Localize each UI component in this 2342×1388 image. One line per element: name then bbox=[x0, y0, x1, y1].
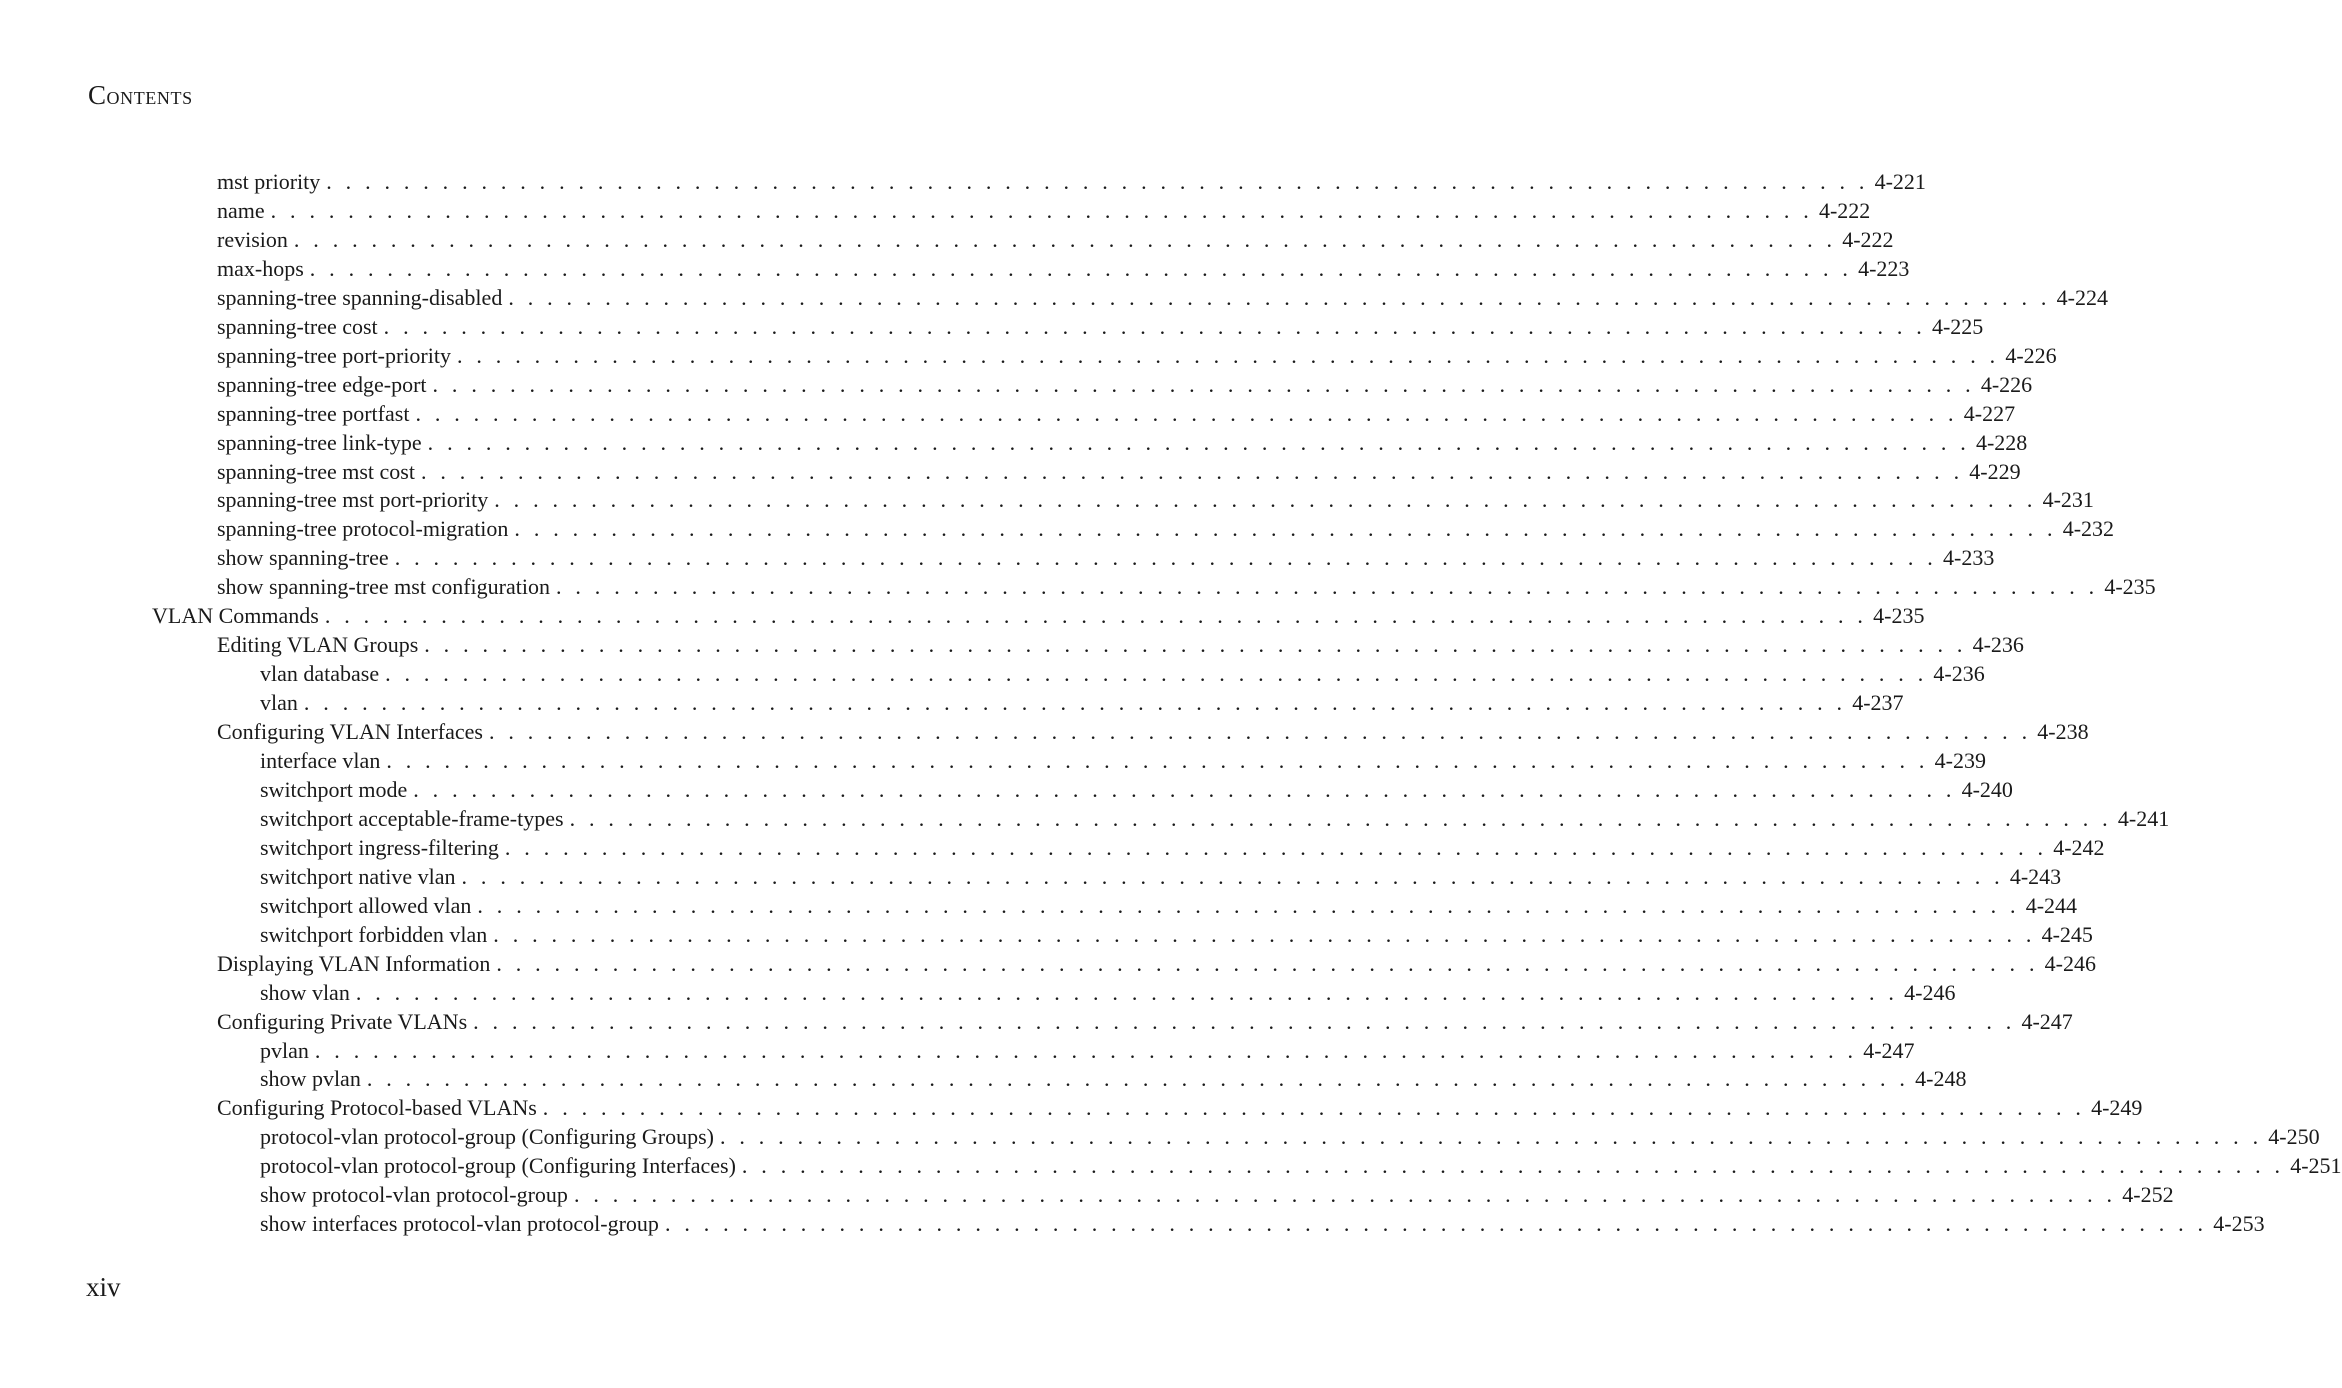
toc-entry-page: 4-238 bbox=[2037, 719, 2089, 745]
toc-entry-page: 4-247 bbox=[1863, 1037, 1915, 1063]
toc-entry[interactable] bbox=[0, 920, 2093, 949]
toc-entry-title: show vlan bbox=[260, 979, 350, 1005]
toc-entry-title: revision bbox=[217, 226, 288, 252]
dot-leader: . . . . . . . . . . . . . . . . . . . . . . . . . . . . . . . . . . . . . . . . . . . . . . . . . . . . . . . . . . . . . . . . . . . . . . . . . . . . . . . . bbox=[504, 834, 2048, 860]
toc-entry-title: show spanning-tree mst configuration bbox=[217, 574, 550, 600]
toc-entry-line bbox=[260, 688, 1904, 717]
toc-entry-title: spanning-tree portfast bbox=[217, 400, 410, 426]
dot-leader: . . . . . . . . . . . . . . . . . . . . . . . . . . . . . . . . . . . . . . . . . . . . . . . . . . . . . . . . . . . . . . . . . . . . . . . . . . . . . . . . bbox=[494, 487, 2037, 513]
toc-entry-page: 4-233 bbox=[1943, 545, 1995, 571]
toc-entry-title: spanning-tree protocol-migration bbox=[217, 516, 509, 542]
toc-entry-line bbox=[152, 601, 1925, 630]
toc-entry-page: 4-236 bbox=[1933, 661, 1985, 687]
toc-entry[interactable] bbox=[0, 949, 2096, 978]
toc-entry-line bbox=[260, 920, 2093, 949]
dot-leader: . . . . . . . . . . . . . . . . . . . . . . . . . . . . . . . . . . . . . . . . . . . . . . . . . . . . . . . . . . . . . . . . . . . . . . . . . . . . . . . . bbox=[326, 169, 1869, 194]
dot-leader: . . . . . . . . . . . . . . . . . . . . . . . . . . . . . . . . . . . . . . . . . . . . . . . . . . . . . . . . . . . . . . . . . . . . . . . . . . . . . . . . bbox=[473, 1008, 2016, 1034]
dot-leader: . . . . . . . . . . . . . . . . . . . . . . . . . . . . . . . . . . . . . . . . . . . . . . . . . . . . . . . . . . . . . . . . . . . . . . . . . . . . . . . . bbox=[303, 690, 1847, 716]
toc-entry-title: Configuring Protocol-based VLANs bbox=[217, 1095, 537, 1121]
toc-entry[interactable] bbox=[0, 833, 2105, 862]
toc-entry[interactable] bbox=[0, 196, 1871, 225]
toc-entry[interactable] bbox=[0, 659, 1985, 688]
dot-leader: . . . . . . . . . . . . . . . . . . . . . . . . . . . . . . . . . . . . . . . . . . . . . . . . . . . . . . . . . . . . . . . . . . . . . . . . . . . . . . . . bbox=[413, 776, 1956, 802]
toc-entry-line bbox=[260, 891, 2078, 920]
toc-entry-line bbox=[217, 167, 1926, 196]
toc-entry[interactable] bbox=[0, 341, 2057, 370]
toc-entry[interactable] bbox=[0, 370, 2033, 399]
dot-leader: . . . . . . . . . . . . . . . . . . . . . . . . . . . . . . . . . . . . . . . . . . . . . . . . . . . . . . . . . . . . . . . . . . . . . . . . . . . . . . . . bbox=[741, 1153, 2285, 1179]
toc-entry-line bbox=[217, 572, 2156, 601]
toc-entry-title: Configuring Private VLANs bbox=[217, 1008, 468, 1034]
toc-entry[interactable] bbox=[0, 254, 1910, 283]
toc-entry-title: Displaying VLAN Information bbox=[217, 950, 491, 976]
toc-entry-title: mst priority bbox=[217, 169, 321, 194]
toc-entry-page: 4-253 bbox=[2213, 1211, 2265, 1237]
toc-entry-line bbox=[217, 254, 1910, 283]
toc-entry-line bbox=[260, 659, 1985, 688]
toc-entry[interactable] bbox=[0, 688, 1904, 717]
toc-entry-page: 4-246 bbox=[1904, 979, 1956, 1005]
toc-entry-title: show interfaces protocol-vlan protocol-group bbox=[260, 1211, 659, 1237]
toc-entry-line bbox=[217, 514, 2115, 543]
toc-entry[interactable] bbox=[0, 1036, 1915, 1065]
toc-entry-line bbox=[260, 1064, 1967, 1093]
toc-entry-page: 4-251 bbox=[2290, 1153, 2342, 1179]
toc-entry-line bbox=[260, 833, 2105, 862]
toc-entry-page: 4-226 bbox=[1980, 371, 2033, 397]
toc-entry-title: show protocol-vlan protocol-group bbox=[260, 1182, 568, 1208]
toc-entry-title: vlan bbox=[260, 690, 298, 716]
dot-leader: . . . . . . . . . . . . . . . . . . . . . . . . . . . . . . . . . . . . . . . . . . . . . . . . . . . . . . . . . . . . . . . . . . . . . . . . . . . . . . . . bbox=[573, 1182, 2117, 1208]
toc-entry-title: max-hops bbox=[217, 255, 304, 281]
toc-entry-title: Editing VLAN Groups bbox=[217, 632, 419, 658]
toc-entry-title: switchport acceptable-frame-types bbox=[260, 805, 564, 831]
toc-entry-page: 4-224 bbox=[2056, 284, 2108, 310]
toc-entry[interactable] bbox=[0, 1180, 2174, 1209]
toc-entry-line bbox=[217, 949, 2096, 978]
toc-entry-page: 4-239 bbox=[1934, 748, 1986, 773]
dot-leader: . . . . . . . . . . . . . . . . . . . . . . . . . . . . . . . . . . . . . . . . . . . . . . . . . . . . . . . . . . . . . . . . . . . . . . . . . . . . . . . . bbox=[542, 1095, 2086, 1121]
toc-entry-page: 4-244 bbox=[2025, 892, 2078, 918]
toc-entry-line bbox=[217, 543, 1995, 572]
toc-entry[interactable] bbox=[0, 1209, 2265, 1238]
toc-entry-title: vlan database bbox=[260, 661, 380, 687]
toc-entry-page: 4-243 bbox=[2009, 863, 2062, 889]
toc-entry-page: 4-235 bbox=[1873, 603, 1925, 629]
toc-entry-title: name bbox=[217, 197, 265, 223]
dot-leader: . . . . . . . . . . . . . . . . . . . . . . . . . . . . . . . . . . . . . . . . . . . . . . . . . . . . . . . . . . . . . . . . . . . . . . . . . . . . . . . . bbox=[314, 1037, 1858, 1063]
toc-entry[interactable] bbox=[0, 978, 1956, 1007]
toc-entry-page: 4-249 bbox=[2091, 1095, 2143, 1121]
toc-entry-page: 4-228 bbox=[1975, 429, 2028, 455]
dot-leader: . . . . . . . . . . . . . . . . . . . . . . . . . . . . . . . . . . . . . . . . . . . . . . . . . . . . . . . . . . . . . . . . . . . . . . . . . . . . . . . . bbox=[386, 748, 1929, 773]
toc-entry-line bbox=[260, 862, 2062, 891]
toc-entry-title: VLAN Commands bbox=[152, 603, 319, 629]
toc-entry-line bbox=[260, 1036, 1915, 1065]
toc-entry-title: Configuring VLAN Interfaces bbox=[217, 719, 483, 745]
dot-leader: . . . . . . . . . . . . . . . . . . . . . . . . . . . . . . . . . . . . . . . . . . . . . . . . . . . . . . . . . . . . . . . . . . . . . . . . . . . . . . . . bbox=[496, 950, 2039, 976]
dot-leader: . . . . . . . . . . . . . . . . . . . . . . . . . . . . . . . . . . . . . . . . . . . . . . . . . . . . . . . . . . . . . . . . . . . . . . . . . . . . . . . . bbox=[366, 1066, 1910, 1092]
toc-entry[interactable] bbox=[0, 862, 2062, 891]
running-head-rest: ONTENTS bbox=[106, 88, 193, 108]
dot-leader: . . . . . . . . . . . . . . . . . . . . . . . . . . . . . . . . . . . . . . . . . . . . . . . . . . . . . . . . . . . . . . . . . . . . . . . . . . . . . . . . bbox=[569, 805, 2112, 831]
toc-entry-page: 4-252 bbox=[2122, 1182, 2174, 1208]
dot-leader: . . . . . . . . . . . . . . . . . . . . . . . . . . . . . . . . . . . . . . . . . . . . . . . . . . . . . . . . . . . . . . . . . . . . . . . . . . . . . . . . bbox=[719, 1124, 2263, 1150]
toc-entry-page: 4-235 bbox=[2104, 574, 2156, 600]
toc-entry-line bbox=[260, 804, 2170, 833]
dot-leader: . . . . . . . . . . . . . . . . . . . . . . . . . . . . . . . . . . . . . . . . . . . . . . . . . . . . . . . . . . . . . . . . . . . . . . . . . . . . . . . . bbox=[355, 979, 1899, 1005]
toc-entry[interactable] bbox=[0, 514, 2115, 543]
toc-entry-page: 4-222 bbox=[1818, 197, 1871, 223]
toc-entry-line bbox=[217, 312, 1984, 341]
toc-entry-title: switchport forbidden vlan bbox=[260, 921, 488, 947]
dot-leader: . . . . . . . . . . . . . . . . . . . . . . . . . . . . . . . . . . . . . . . . . . . . . . . . . . . . . . . . . . . . . . . . . . . . . . . . . . . . . . . . bbox=[488, 719, 2032, 745]
toc-entry-title: spanning-tree port-priority bbox=[217, 342, 451, 368]
toc-entry[interactable] bbox=[0, 717, 2089, 746]
toc-entry-page: 4-231 bbox=[2042, 487, 2094, 513]
dot-leader: . . . . . . . . . . . . . . . . . . . . . . . . . . . . . . . . . . . . . . . . . . . . . . . . . . . . . . . . . . . . . . . . . . . . . . . . . . . . . . . . bbox=[324, 603, 1868, 629]
toc-entry[interactable] bbox=[0, 283, 2108, 312]
toc-entry-line bbox=[260, 978, 1956, 1007]
toc-entry-line bbox=[217, 717, 2089, 746]
toc-entry-page: 4-248 bbox=[1915, 1066, 1967, 1092]
toc-entry[interactable] bbox=[0, 891, 2078, 920]
toc-entry-page: 4-242 bbox=[2053, 834, 2105, 860]
toc-entry-page: 4-221 bbox=[1874, 169, 1926, 194]
dot-leader: . . . . . . . . . . . . . . . . . . . . . . . . . . . . . . . . . . . . . . . . . . . . . . . . . . . . . . . . . . . . . . . . . . . . . . . . . . . . . . . . bbox=[514, 516, 2057, 542]
dot-leader: . . . . . . . . . . . . . . . . . . . . . . . . . . . . . . . . . . . . . . . . . . . . . . . . . . . . . . . . . . . . . . . . . . . . . . . . . . . . . . . . bbox=[424, 632, 1967, 658]
toc-entry-title: show pvlan bbox=[260, 1066, 361, 1092]
dot-leader: . . . . . . . . . . . . . . . . . . . . . . . . . . . . . . . . . . . . . . . . . . . . . . . . . . . . . . . . . . . . . . . . . . . . . . . . . . . . . . . . bbox=[309, 255, 1853, 281]
toc-entry-page: 4-241 bbox=[2117, 805, 2170, 831]
toc-entry-title: switchport ingress-filtering bbox=[260, 834, 499, 860]
toc-entry[interactable] bbox=[0, 1064, 1967, 1093]
toc-entry-page: 4-245 bbox=[2041, 921, 2093, 947]
toc-entry[interactable] bbox=[0, 630, 2024, 659]
dot-leader: . . . . . . . . . . . . . . . . . . . . . . . . . . . . . . . . . . . . . . . . . . . . . . . . . . . . . . . . . . . . . . . . . . . . . . . . . . . . . . . . bbox=[420, 458, 1964, 484]
toc-entry-page: 4-237 bbox=[1852, 690, 1904, 716]
toc-entry[interactable] bbox=[0, 225, 1894, 254]
toc-entry[interactable] bbox=[0, 804, 2170, 833]
dot-leader: . . . . . . . . . . . . . . . . . . . . . . . . . . . . . . . . . . . . . . . . . . . . . . . . . . . . . . . . . . . . . . . . . . . . . . . . . . . . . . . . bbox=[432, 371, 1975, 397]
dot-leader: . . . . . . . . . . . . . . . . . . . . . . . . . . . . . . . . . . . . . . . . . . . . . . . . . . . . . . . . . . . . . . . . . . . . . . . . . . . . . . . . bbox=[394, 545, 1937, 571]
toc-entry-page: 4-250 bbox=[2268, 1124, 2320, 1150]
toc-entry[interactable] bbox=[0, 746, 1986, 775]
toc-entry-page: 4-247 bbox=[2021, 1008, 2073, 1034]
toc-entry-title: spanning-tree cost bbox=[217, 313, 378, 339]
toc-entry-title: switchport mode bbox=[260, 776, 408, 802]
toc-entry-page: 4-236 bbox=[1972, 632, 2024, 658]
toc-entry-page: 4-246 bbox=[2044, 950, 2096, 976]
dot-leader: . . . . . . . . . . . . . . . . . . . . . . . . . . . . . . . . . . . . . . . . . . . . . . . . . . . . . . . . . . . . . . . . . . . . . . . . . . . . . . . . bbox=[293, 226, 1837, 252]
toc-entry-page: 4-225 bbox=[1931, 313, 1984, 339]
toc-entry-line bbox=[260, 775, 2013, 804]
toc-entry-title: spanning-tree mst cost bbox=[217, 458, 415, 484]
page-number: xiv bbox=[86, 1272, 121, 1302]
toc-entry-line bbox=[217, 457, 2021, 486]
toc-entry-page: 4-223 bbox=[1858, 255, 1910, 281]
toc-entry-title: spanning-tree spanning-disabled bbox=[217, 284, 503, 310]
toc-entry-title: switchport native vlan bbox=[260, 863, 456, 889]
toc-entry[interactable] bbox=[0, 775, 2013, 804]
toc-entry-title: protocol-vlan protocol-group (Configuring Groups) bbox=[260, 1124, 714, 1150]
toc-entry-title: spanning-tree edge-port bbox=[217, 371, 427, 397]
toc-entry-line bbox=[217, 399, 2016, 428]
dot-leader: . . . . . . . . . . . . . . . . . . . . . . . . . . . . . . . . . . . . . . . . . . . . . . . . . . . . . . . . . . . . . . . . . . . . . . . . . . . . . . . . bbox=[270, 197, 1813, 223]
toc-entry[interactable] bbox=[0, 543, 1995, 572]
toc-entry-line bbox=[260, 1180, 2174, 1209]
toc-entry[interactable] bbox=[0, 1122, 2320, 1151]
toc-entry-title: pvlan bbox=[260, 1037, 309, 1063]
toc-entry-line bbox=[217, 1007, 2073, 1036]
toc-entry-title: spanning-tree link-type bbox=[217, 429, 422, 455]
toc-entry-line bbox=[217, 341, 2057, 370]
dot-leader: . . . . . . . . . . . . . . . . . . . . . . . . . . . . . . . . . . . . . . . . . . . . . . . . . . . . . . . . . . . . . . . . . . . . . . . . . . . . . . . . bbox=[461, 863, 2004, 889]
toc-entry-page: 4-222 bbox=[1842, 226, 1894, 252]
toc-entry[interactable] bbox=[0, 428, 2028, 457]
running-head bbox=[88, 80, 193, 111]
toc-entry-line bbox=[260, 1122, 2320, 1151]
toc-entry[interactable] bbox=[0, 312, 1984, 341]
toc-entry-line bbox=[260, 1151, 2342, 1180]
dot-leader: . . . . . . . . . . . . . . . . . . . . . . . . . . . . . . . . . . . . . . . . . . . . . . . . . . . . . . . . . . . . . . . . . . . . . . . . . . . . . . . . bbox=[556, 574, 2099, 600]
toc-entry-line bbox=[260, 1209, 2265, 1238]
running-head-initial: C bbox=[88, 80, 107, 110]
dot-leader: . . . . . . . . . . . . . . . . . . . . . . . . . . . . . . . . . . . . . . . . . . . . . . . . . . . . . . . . . . . . . . . . . . . . . . . . . . . . . . . . bbox=[383, 313, 1926, 339]
toc-entry[interactable] bbox=[0, 167, 1926, 196]
toc-entry[interactable] bbox=[0, 1151, 2342, 1180]
toc-entry-title: spanning-tree mst port-priority bbox=[217, 487, 489, 513]
toc-entry[interactable] bbox=[0, 457, 2021, 486]
toc-entry-title: interface vlan bbox=[260, 748, 381, 773]
toc-entry[interactable] bbox=[0, 399, 2016, 428]
toc-entry-page: 4-232 bbox=[2062, 516, 2115, 542]
toc-entry-line bbox=[217, 283, 2108, 312]
toc-entry-line bbox=[217, 1093, 2143, 1122]
toc-entry-line bbox=[217, 485, 2094, 514]
dot-leader: . . . . . . . . . . . . . . . . . . . . . . . . . . . . . . . . . . . . . . . . . . . . . . . . . . . . . . . . . . . . . . . . . . . . . . . . . . . . . . . . bbox=[427, 429, 1970, 455]
toc-entry[interactable] bbox=[0, 601, 1925, 630]
toc-entry-title: switchport allowed vlan bbox=[260, 892, 472, 918]
toc-entry-line bbox=[217, 225, 1894, 254]
toc-entry-line bbox=[217, 630, 2024, 659]
toc-entry-page: 4-226 bbox=[2005, 342, 2057, 368]
dot-leader: . . . . . . . . . . . . . . . . . . . . . . . . . . . . . . . . . . . . . . . . . . . . . . . . . . . . . . . . . . . . . . . . . . . . . . . . . . . . . . . . bbox=[457, 342, 2000, 368]
toc-entry-page: 4-227 bbox=[1963, 400, 2016, 426]
toc-entry-line bbox=[217, 196, 1871, 225]
toc-entry-page: 4-240 bbox=[1961, 776, 2013, 802]
dot-leader: . . . . . . . . . . . . . . . . . . . . . . . . . . . . . . . . . . . . . . . . . . . . . . . . . . . . . . . . . . . . . . . . . . . . . . . . . . . . . . . . bbox=[385, 661, 1928, 687]
toc-entry-line bbox=[217, 370, 2033, 399]
toc-entry-title: show spanning-tree bbox=[217, 545, 389, 571]
toc-entry-title: protocol-vlan protocol-group (Configuring Interfaces) bbox=[260, 1153, 736, 1179]
toc-entry[interactable] bbox=[0, 572, 2156, 601]
toc-entry[interactable] bbox=[0, 1093, 2143, 1122]
toc-entry-line bbox=[260, 746, 1986, 775]
toc-entry[interactable] bbox=[0, 485, 2094, 514]
toc-entry-line bbox=[217, 428, 2028, 457]
dot-leader: . . . . . . . . . . . . . . . . . . . . . . . . . . . . . . . . . . . . . . . . . . . . . . . . . . . . . . . . . . . . . . . . . . . . . . . . . . . . . . . . bbox=[664, 1211, 2208, 1237]
toc-entry-page: 4-229 bbox=[1969, 458, 2021, 484]
toc-entry[interactable] bbox=[0, 1007, 2073, 1036]
dot-leader: . . . . . . . . . . . . . . . . . . . . . . . . . . . . . . . . . . . . . . . . . . . . . . . . . . . . . . . . . . . . . . . . . . . . . . . . . . . . . . . . bbox=[508, 284, 2051, 310]
dot-leader: . . . . . . . . . . . . . . . . . . . . . . . . . . . . . . . . . . . . . . . . . . . . . . . . . . . . . . . . . . . . . . . . . . . . . . . . . . . . . . . . bbox=[477, 892, 2020, 918]
dot-leader: . . . . . . . . . . . . . . . . . . . . . . . . . . . . . . . . . . . . . . . . . . . . . . . . . . . . . . . . . . . . . . . . . . . . . . . . . . . . . . . . bbox=[415, 400, 1958, 426]
dot-leader: . . . . . . . . . . . . . . . . . . . . . . . . . . . . . . . . . . . . . . . . . . . . . . . . . . . . . . . . . . . . . . . . . . . . . . . . . . . . . . . . bbox=[493, 921, 2036, 947]
